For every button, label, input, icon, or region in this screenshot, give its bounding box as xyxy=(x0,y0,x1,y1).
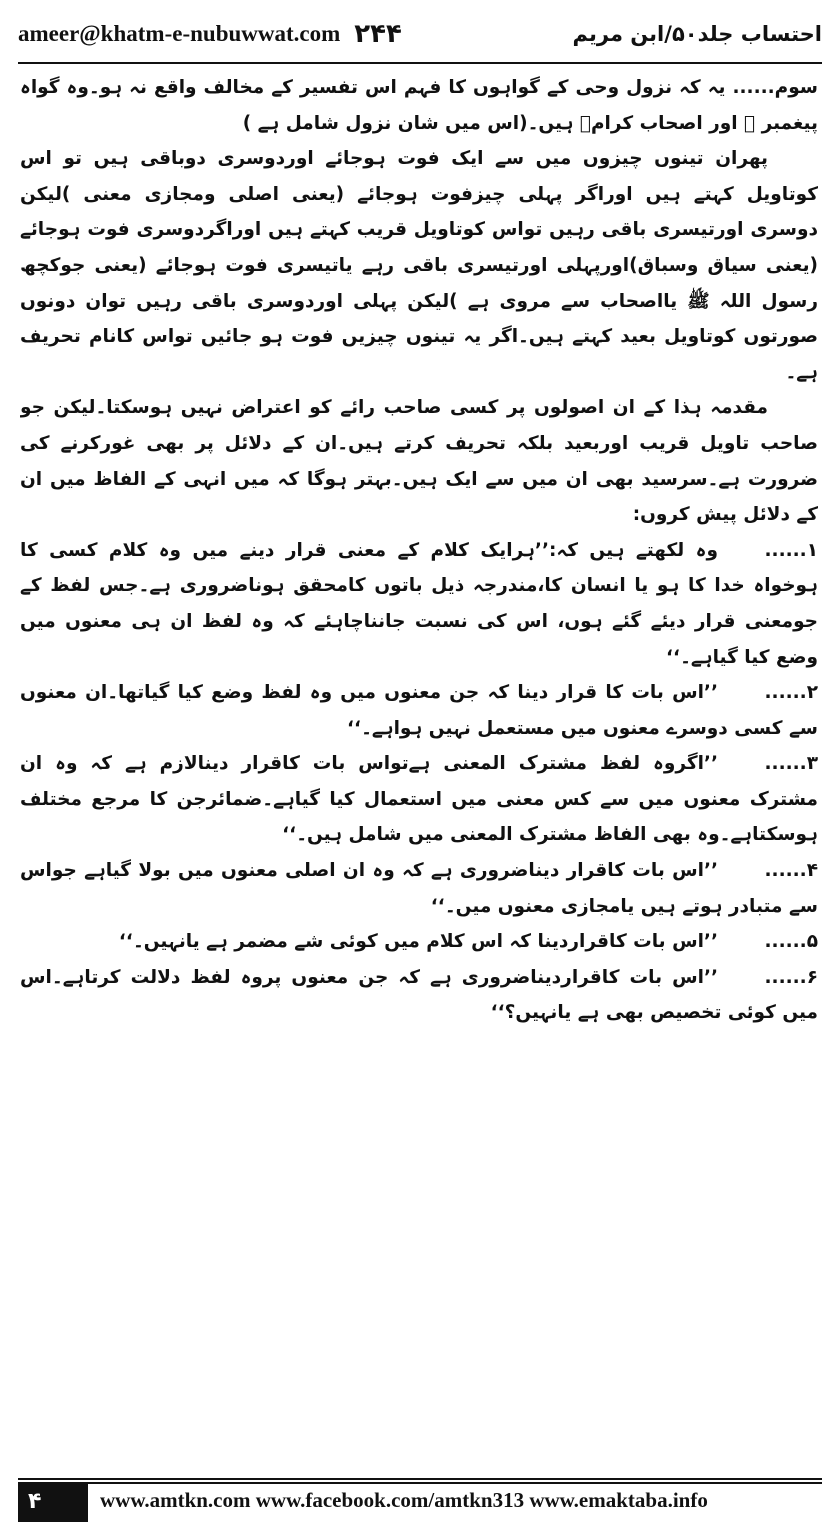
item-text: وہ لکھتے ہیں کہ:’’ہرایک کلام کے معنی قرار دینے میں وہ کلام کسی کا ہوخواہ خدا کا ہو یا انسان کا،مندرجہ ذیل باتوں کامحقق ہوناضروری ہے۔جس لفظ کے جومعنی قرار دیئے گئے ہوں، اس کی نسبت جانناچاہئے کہ وہ لفظ ان ہی معنوں میں وضع کیا گیاہے۔‘‘ xyxy=(20,539,818,668)
numbered-item xyxy=(20,924,818,960)
item-number: ۶...... xyxy=(764,966,818,988)
paragraph-taweel: پھران تینوں چیزوں میں سے ایک فوت ہوجائے اوردوسری دوباقی ہیں تو اس کوتاویل کہتے ہیں اوراگر پہلی چیزفوت ہوجائے (یعنی اصلی ومجازی معنی )لیکن دوسری اورتیسری باقی رہیں تواس کوتاویل قریب کہتے ہیں اوراگردوسری فوت ہوجائے (یعنی سیاق وسباق)اورپہلی اورتیسری باقی رہے یاتیسری فوت ہوجائے (یعنی جوکچھ رسول اللہ ﷺ یااصحاب سے مروی ہے )لیکن پہلی اوردوسری باقی رہیں توان دونوں صورتوں کوتاویل بعید کہتے ہیں۔اگر یہ تینوں چیزیں فوت ہو جائیں تواس کانام تحریف ہے۔ xyxy=(20,148,818,383)
numbered-item xyxy=(20,746,818,853)
item-number: ۱...... xyxy=(764,539,818,561)
item-number: ۵...... xyxy=(764,931,818,953)
item-text: ’’اس بات کاقرار دیناضروری ہے کہ وہ ان اصلی معنوں میں بولا گیاہے جواس سے متبادر ہوتے ہیں یامجازی معنوں میں۔‘‘ xyxy=(20,860,818,917)
numbered-item xyxy=(20,533,818,675)
item-text: ’’اس بات کاقراردینا کہ اس کلام میں کوئی شے مضمر ہے یانہیں۔‘‘ xyxy=(118,931,718,953)
header-email[interactable]: ameer@khatm-e-nubuwwat.com xyxy=(18,21,341,46)
item-text: ’’اس بات کا قرار دینا کہ جن معنوں میں وہ لفظ وضع کیا گیاتھا۔ان معنوں سے کسی دوسرے معنوں میں مستعمل نہیں ہواہے۔‘‘ xyxy=(20,682,818,739)
page-footer xyxy=(18,1474,822,1524)
footer-links[interactable]: www.amtkn.com www.facebook.com/amtkn313 www.emaktaba.info xyxy=(100,1488,708,1512)
page-header xyxy=(18,12,822,56)
numbered-item xyxy=(20,853,818,924)
header-book-title: احتساب جلد۵۰/ابن مریم xyxy=(572,22,822,46)
footer-rules xyxy=(18,1478,822,1486)
header-rule xyxy=(18,62,822,64)
numbered-item xyxy=(20,960,818,1031)
item-number: ۴...... xyxy=(764,860,818,882)
item-number: ۳...... xyxy=(764,753,818,775)
header-left xyxy=(18,19,402,49)
page-body xyxy=(20,70,818,1462)
header-page-number: ۲۴۴ xyxy=(354,19,402,49)
footer-page-marker: ۴ xyxy=(18,1482,88,1522)
item-text: ’’اگروہ لفظ مشترک المعنی ہےتواس بات کاقرار دینالازم ہے کہ وہ ان مشترک معنوں میں سے کس معنی میں استعمال کیا گیاہے۔ضمائرجن کا مرجع مختلف ہوسکتاہے۔وہ بھی الفاظ مشترک المعنی میں شامل ہیں۔‘‘ xyxy=(20,753,818,846)
item-number: ۲...... xyxy=(764,682,818,704)
numbered-item xyxy=(20,675,818,746)
paragraph-muqaddama: مقدمہ ہذا کے ان اصولوں پر کسی صاحب رائے کو اعتراض نہیں ہوسکتا۔لیکن جو صاحب تاویل قریب اوربعید بلکہ تحریف کرتے ہیں۔ان کے دلائل پر بھی غورکرنے کی ضرورت ہے۔سرسید بھی ان میں سے ایک ہیں۔بہتر ہوگا کہ میں انہی کے الفاظ میں ان کے دلائل پیش کروں: xyxy=(20,397,818,526)
item-text: ’’اس بات کاقراردیناضروری ہے کہ جن معنوں پروہ لفظ دلالت کرتاہے۔اس میں کوئی تخصیص بھی ہے یانہیں؟‘‘ xyxy=(20,966,818,1024)
paragraph-intro: سوم...... یہ کہ نزول وحی کے گواہوں کا فہم اس تفسیر کے مخالف واقع نہ ہو۔وہ گواہ پیغمبر ﷺ اور اصحاب کرامؓ ہیں۔(اس میں شان نزول شامل ہے ) xyxy=(20,77,818,134)
